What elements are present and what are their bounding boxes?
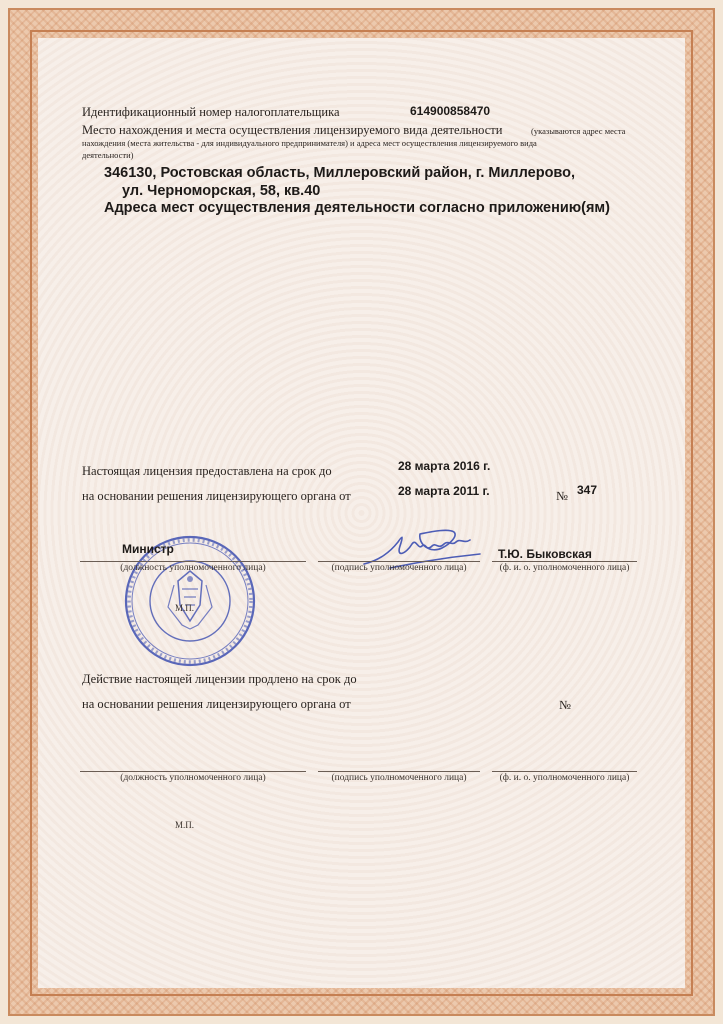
license-basis-date: 28 марта 2011 г.: [398, 484, 490, 498]
location-label: Место нахождения и места осуществления лицензируемого вида деятельности: [82, 123, 503, 137]
location-note-2: нахождения (места жительства - для индивидуального предпринимателя) и адреса мест осуществления лицензируемого вида: [82, 138, 537, 148]
inn-value: 614900858470: [410, 104, 491, 118]
license-basis-label: на основании решения лицензирующего органа от: [82, 489, 351, 503]
address-line-3: Адреса мест осуществления деятельности согласно приложению(ям): [104, 200, 610, 216]
mp-label: М.П.: [175, 603, 195, 613]
extension-basis-label: на основании решения лицензирующего органа от: [82, 697, 351, 711]
license-term-label: Настоящая лицензия предоставлена на срок до: [82, 464, 332, 478]
extension-term-label: Действие настоящей лицензии продлено на срок до: [82, 672, 357, 686]
extension-signature-caption: (подпись уполномоченного лица): [331, 773, 467, 783]
signature-underline: [318, 561, 480, 562]
official-position: Министр: [122, 542, 174, 556]
license-number-sign: №: [556, 489, 568, 503]
official-name: Т.Ю. Быковская: [498, 547, 592, 561]
extension-position-caption: (должность уполномоченного лица): [120, 773, 266, 783]
license-number-value: 347: [577, 483, 598, 497]
inn-label: Идентификационный номер налогоплательщика: [82, 105, 340, 119]
extension-signature-underline: [318, 771, 480, 772]
position-caption: (должность уполномоченного лица): [120, 563, 266, 573]
name-caption: (ф. и. о. уполномоченного лица): [499, 563, 630, 573]
position-underline: [80, 561, 306, 562]
location-note-3: деятельности): [82, 150, 134, 160]
signature-caption: (подпись уполномоченного лица): [331, 563, 467, 573]
extension-mp-label: М.П.: [175, 820, 195, 830]
extension-number-sign: №: [559, 698, 571, 712]
extension-name-underline: [492, 771, 637, 772]
address-line-2: ул. Черноморская, 58, кв.40: [122, 183, 321, 199]
address-line-1: 346130, Ростовская область, Миллеровский район, г. Миллерово,: [104, 165, 576, 181]
extension-position-underline: [80, 771, 306, 772]
name-underline: [492, 561, 637, 562]
extension-name-caption: (ф. и. о. уполномоченного лица): [499, 773, 630, 783]
location-note-1: (указываются адрес места: [531, 126, 626, 136]
license-term-value: 28 марта 2016 г.: [398, 459, 491, 473]
